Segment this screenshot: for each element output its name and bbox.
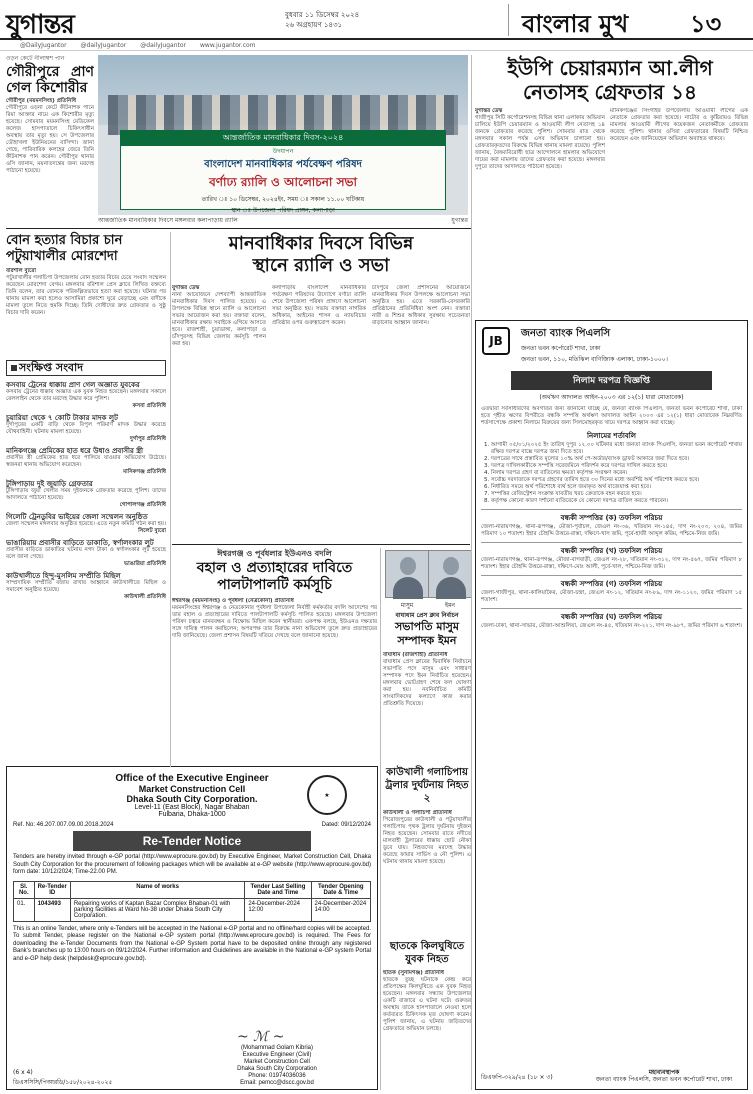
brief-item[interactable] [6, 413, 166, 443]
col-id: Re-Tender ID [34, 881, 70, 898]
social-handle-3[interactable]: @dailyJugantor [140, 41, 187, 49]
social-handle-1[interactable]: @DailyJugantor [20, 41, 67, 49]
brief-body: সাম্প্রদায়িক সম্প্রীতি বজায় রাখার আহ্বানে কাউখালীতে মিছিল ও সমাবেশ অনুষ্ঠিত হয়েছে। [6, 580, 166, 593]
story-chhatak [383, 970, 471, 1090]
bank-signatory [589, 1069, 739, 1083]
notice-subtitle: (অর্থঋণ আদালত আইন-২০০৩ এর ১২(১) ধারা মোতাবেক) [539, 394, 684, 401]
rally-headline[interactable] [172, 233, 470, 277]
bank-branch: জনতা ভবন কর্পোরেট শাখা, ঢাকা [521, 345, 601, 352]
schedule-b-title: বন্ধকী সম্পত্তির (খ) তফসিল পরিচয় [481, 542, 742, 557]
brief-source: কাউখালী প্রতিনিধি [124, 594, 166, 600]
bank-name: জনতা ব্যাংক পিএলসি [521, 328, 611, 339]
brief-body: প্রবাসীর বাড়িতে ডাকাতির ঘটনায় নগদ টাকা ও স্বর্ণালংকার লুট হয়েছে বলে জানা গেছে। [6, 547, 166, 560]
brief-bullet-icon [11, 365, 17, 371]
brief-news-title: সংক্ষিপ্ত সংবাদ [19, 361, 84, 374]
patuakhali-headline[interactable]: বোন হত্যার বিচার চান পটুয়াখালীর মোরশেদা [6, 233, 123, 264]
signatory-cell: Market Construction Cell [244, 1059, 310, 1065]
terms-title: নিলামের শর্তাবলি [587, 432, 636, 440]
social-bar [0, 40, 753, 51]
col-works: Name of works [70, 881, 244, 898]
brief-head: গিলেটি ট্রেনডুবির ভাইয়ের জেলা সম্মেলন অনুষ্ঠিত [6, 512, 148, 521]
janata-bank-logo-icon: JB [482, 327, 510, 355]
portrait-masum [385, 550, 429, 598]
story-byline: কাউখালী ও গলাচিপা প্রতিনিধি [383, 810, 452, 816]
headline-line-2: নেতাসহ গ্রেফতার ১৪ [523, 80, 697, 104]
banner-line-6: স্থান ঃ উপজেলা পরিষদ প্রাঙ্গন, কলাপাড়া [231, 207, 335, 214]
brief-body: প্রবাসীর স্ত্রী প্রেমিকের হাত ধরে পালিয়ে যাওয়ার অভিযোগ উঠেছে। স্বজনরা থানায় অভিযোগ করেছেন। [6, 455, 166, 468]
date-gregorian: বুধবার ১১ ডিসেম্বর ২০২৪ [285, 11, 360, 19]
headline-line-1: ইউপি চেয়ারম্যান আ.লীগ [507, 56, 713, 80]
story-byline: যুগান্তর ডেস্ক [475, 108, 503, 114]
brief-head: কসবায় ট্রেনের ধাক্কায় প্রাণ গেল অজ্ঞাত যুবকের [6, 380, 140, 389]
story-body: ছাতকে তুচ্ছ ঘটনাকে কেন্দ্র করে প্রতিপক্ষের কিলঘুষিতে এক যুবক নিহত হয়েছেন। মঙ্গলবার সন্ধ্যায় উপজেলার একটি বাজারে এ ঘটনা ঘটে। গুরুতর অবস্থায় তাকে হাসপাতালে নেওয়া হলে কর্তব্যরত চিকিৎসক মৃত ঘোষণা করেন। পুলিশ জানায়, এ ঘটনায় জড়িতদের গ্রেফতারে অভিযান চলছে। [383, 977, 471, 1032]
story-body: ময়মনসিংহের ঈশ্বরগঞ্জ ও নেত্রকোনার পূর্বধলা উপজেলা নির্বাহী কর্মকর্তার বদলি আদেশের পর তার বহাল ও প্রত্যাহারের দাবিতে পালটাপালটি কর্মসূচি পালিত হয়েছে। মঙ্গলবার উপজেলা পরিষদ চত্বরে মানববন্ধন ও বিক্ষোভ মিছিল করেন স্থানীয়রা। একপক্ষ বলছে, ইউএনও দক্ষতার সঙ্গে দায়িত্ব পালন করছিলেন; অপরপক্ষ তার বিরুদ্ধে নানা অভিযোগ তুলে দ্রুত প্রত্যাহারের দাবি জানিয়েছে। জেলা প্রশাসন বিষয়টি খতিয়ে দেখছে বলে জানানো হয়েছে। [172, 605, 377, 639]
brief-head: ভাঙারিয়ায় প্রবাসীর বাড়িতে ডাকাতি, স্বর্ণালংকার লুট [6, 538, 154, 547]
tender-signatory [197, 1045, 357, 1087]
term-item: 5. সর্বোচ্চ দরদাতাকে দরপত্র গ্রহণের তারিখ হতে ৩০ দিনের মধ্যে অবশিষ্ট অর্থ পরিশোধ করতে হবে। [491, 477, 742, 484]
story-headline[interactable]: গৌরীপুরে প্রাণ গেল কিশোরীর [6, 64, 94, 96]
signatory-phone: Phone: 01974036036 [248, 1073, 306, 1079]
bank-ad-code: ডিএফপি-৩২৯/২৪ (১৮ × ৩) [481, 1074, 553, 1081]
brief-item[interactable] [6, 479, 166, 509]
banner-line-1: আন্তর্জাতিক মানবাধিকার দিবস-২০২৪ [121, 131, 445, 146]
banner-line-3: বাংলাদেশ মানবাধিকার পর্যবেক্ষণ পরিষদ [204, 159, 362, 170]
tender-title: Re-Tender Notice [73, 831, 311, 851]
section-title: বাংলার মুখ [522, 9, 629, 38]
story-press-club [383, 652, 471, 762]
crowd-silhouette [108, 95, 458, 135]
website-link[interactable]: www.jugantor.com [200, 41, 256, 49]
ad-code: ডিএসসিসি/পিআরডি/১৫৮/২০২৪-২০২৫ [13, 1079, 113, 1086]
transfer-headline[interactable] [172, 560, 377, 594]
signatory-email[interactable]: Email: pemcc@dscc.gov.bd [240, 1080, 314, 1086]
cell-opening: 24-December-2024 14:00 [311, 898, 370, 921]
brief-head: চুয়ারিয়া থেকে ৭ কোটি টাকার মাদক লুট [6, 413, 118, 422]
signature-image: ~ ℳ ~ [237, 1029, 285, 1045]
up-chairman-headline[interactable] [472, 56, 748, 104]
brief-head: কাউখালীতে হিন্দু-মুসলিম সম্প্রীতি মিছিল [6, 571, 121, 580]
story-byline: বরিশাল ব্যুরো [6, 268, 37, 274]
signatory-name: (Mohammad Golam Kibria) [240, 1045, 314, 1051]
rally-body-col1 [172, 285, 266, 540]
banner-line-2: উদযাপন [272, 148, 294, 155]
divider [172, 544, 470, 545]
brief-source: সিলেট ব্যুরো [138, 528, 166, 534]
brief-news-list [6, 380, 166, 762]
brief-body: দুর্গাপুরের একটি বাড়ি থেকে বিপুল পরিমাণ মাদক উদ্ধার করেছে যৌথবাহিনী। ঘটনায় মামলা হয়েছে। [6, 422, 166, 435]
term-item: 8. কর্তৃপক্ষ কোনো কারণ দর্শানো ব্যতিরেকে যে কোনো দরপত্র বাতিল করতে পারবেন। [491, 498, 742, 505]
ad-size: (6 x 4) [13, 1069, 33, 1076]
schedule-c-title: বন্ধকী সম্পত্তির (গ) তফসিল পরিচয় [481, 575, 742, 590]
story-patuakhali [6, 268, 166, 358]
term-item: 4. নিলাম দরপত্র গ্রহণ বা বাতিলের ক্ষমতা কর্তৃপক্ষ সংরক্ষণ করেন। [491, 470, 742, 477]
tender-address-2: Fulbaria, Dhaka-1000 [158, 811, 226, 818]
schedule-a-title: বন্ধকী সম্পত্তির (ক) তফসিল পরিচয় [481, 509, 742, 524]
headline-line-2: স্থানে র‌্যালি ও সভা [252, 255, 390, 276]
story-body: পটুয়াখালীর গলাচিপা উপজেলায় বোন হত্যার বিচার চেয়ে সংবাদ সম্মেলন করেছেন মোরশেদা বেগম। মঙ্গলবার বরিশাল প্রেস ক্লাবে লিখিত বক্তব্যে তিনি বলেন, তার বোনকে পরিকল্পিতভাবে হত্যা করা হয়েছে। ঘটনার পর থানায় মামলা করা হলেও আসামিরা প্রকাশ্যে ঘুরে বেড়াচ্ছে এবং বাদীকে মামলা তুলে নিতে হুমকি দিচ্ছে। তিনি দোষীদের দ্রুত গ্রেফতার ও সুষ্ঠু বিচার দাবি করেন। [6, 275, 166, 316]
term-item: 6. নির্ধারিত সময়ে অর্থ পরিশোধে ব্যর্থ হলে জমাকৃত অর্থ বাজেয়াপ্ত করা হবে। [491, 484, 742, 491]
masthead-divider [508, 4, 509, 36]
headline-line-2: পালটাপালটি কর্মসূচি [217, 577, 332, 593]
brief-source: ভাঙারিয়া প্রতিনিধি [124, 561, 166, 567]
schedule-d-title: বন্ধকী সম্পত্তির (ঘ) তফসিল পরিচয় [481, 608, 742, 623]
portrait-imon [428, 550, 472, 598]
up-chairman-body-col2: মানিকগঞ্জের সিংগাইর উপজেলায় আওয়ামী লীগের এক নেতাকে গ্রেফতার করা হয়েছে। নাটোর ও কুষ্টিয়ায়ও বিভিন্ন মামলায় আওয়ামী লীগের কয়েকজন নেতাকর্মীকে গ্রেফতার করেছে পুলিশ। থানার ওসিরা গ্রেফতারের বিষয়টি নিশ্চিত করেছেন এবং জানিয়েছেন অভিযান অব্যাহত থাকবে। [610, 108, 748, 142]
column-divider [471, 55, 472, 1090]
brief-head: টুঙ্গিপাড়ায় দুই জুয়াড়ি গ্রেফতার [6, 479, 93, 488]
story-body: গাজীপুর সিটি কর্পোরেশনসহ বিভিন্ন থানা এলাকায় অভিযান চালিয়ে ইউপি চেয়ারম্যান ও আওয়ামী লীগ নেতাসহ ১৪ জনকে গ্রেফতার করেছে পুলিশ। সোমবার রাত থেকে মঙ্গলবার সকাল পর্যন্ত এসব অভিযান চালানো হয়। গ্রেফতারকৃতদের বিরুদ্ধে বিভিন্ন থানায় মামলা রয়েছে। পুলিশ জানায়, বৈষম্যবিরোধী ছাত্র আন্দোলনে হামলার অভিযোগে দায়ের করা মামলায় তাদের গ্রেফতার করা হয়েছে। মঙ্গলবার দুপুরে তাদের আদালতে পাঠানো হয়েছে। [475, 115, 605, 170]
tender-notice [6, 766, 378, 1090]
kaukhali-headline[interactable]: কাউখালী গলাচিপায় ট্রলার দুর্ঘটনায় নিহত ২ [385, 767, 469, 804]
schedule-b: জেলা-নারায়ণগঞ্জ, থানা-রূপগঞ্জ, মৌজা-বাগবাড়ী, জেএল নং-২৮, খতিয়ান নং-৩১২, দাগ নং-৫৬৭, জমির পরিমাণ ৮ শতাংশ। ইহার চৌহদ্দি উত্তরে-রাস্তা, দক্ষিণে-মোঃ আলী, পূর্বে-খাল, পশ্চিমে-নিজ জমি। [481, 557, 742, 570]
photo-caption: আন্তর্জাতিক মানবাধিকার দিবসে মঙ্গলবার কলাপাড়ায় র‌্যালি [98, 217, 238, 224]
table-row [14, 898, 371, 921]
notice-intro: এতদ্বারা সর্বসাধারণের অবগতির জন্য জানানো যাচ্ছে যে, জনতা ব্যাংক পিএলসি, জনতা ভবন কর্পোরেট শাখা, ঢাকা হতে গৃহীত ঋণের বিপরীতে বন্ধকি সম্পত্তি অর্থঋণ আদালত আইন ২০০৩ এর ১২(১) ধারা মোতাবেক নিম্নবর্ণিত শর্তসাপেক্ষে প্রকাশ্য নিলামে বিক্রয়ের জন্য সিলমোহরকৃত খামে দরপত্র আহ্বান করা যাচ্ছে। [481, 406, 742, 426]
photo-label-masum: মাসুম [400, 602, 414, 609]
brief-head: মানিকগঞ্জে প্রেমিকের হাত ধরে উধাও প্রবাসীর স্ত্রী [6, 446, 144, 455]
story-byline: বাঘাধাম (রাজশাহী) প্রতিনিধি [383, 652, 448, 658]
schedule-c: জেলা-গাজীপুর, থানা-কালিয়াকৈর, মৌজা-চন্দ্রা, জেএল নং-১২, খতিয়ান নং-৮৯, দাগ নং-১১২০, জমির পরিমাণ ১৫ শতাংশ। [481, 590, 742, 603]
rally-body-col2: কলাপাড়ায় বাংলাদেশ মানবাধিকার পর্যবেক্ষণ পরিষদের উদ্যোগে বর্ণাঢ্য র‌্যালি শেষে উপজেলা পরিষদ প্রাঙ্গণে আলোচনা সভা অনুষ্ঠিত হয়। সভায় বক্তারা নাগরিক অধিকার, আইনের শাসন ও ন্যায়বিচার প্রতিষ্ঠার ওপর গুরুত্বারোপ করেন। [272, 285, 366, 326]
column-divider [380, 548, 381, 1090]
cell-selling: 24-December-2024 12:00 [245, 898, 311, 921]
terms-list [481, 442, 742, 505]
tender-office: Office of the Executive Engineer [115, 773, 269, 784]
photo-credit: যুগান্তর [451, 217, 468, 224]
story-gouripur [6, 55, 94, 205]
tender-ref: Ref. No: 46.207.007.09.00.2018.2024 [13, 822, 114, 828]
issue-date [285, 10, 359, 30]
signatory-title: Executive Engineer (Civil) [242, 1052, 312, 1058]
photo-label-imon: ইমন [444, 602, 456, 609]
banner-line-5: তারিখ ঃ ১০ ডিসেম্বর, ২০২৪ইং, সময় ঃ সকাল ১১.০০ ঘটিকায় [201, 196, 365, 203]
chhatak-headline[interactable]: ছাতকে কিলঘুষিতে যুবক নিহত [389, 941, 465, 965]
tender-date: Dated: 09/12/2024 [321, 822, 371, 828]
story-kicker: ওড়ন কেটে নীলাম্বশ পান [6, 55, 65, 62]
col-sl: Sl. No. [14, 881, 35, 898]
brief-item[interactable] [6, 538, 166, 568]
signatory-org: Dhaka South City Corporation [237, 1066, 317, 1072]
story-transfer [172, 598, 377, 766]
story-body: বাঘাধাম প্রেস ক্লাবের দ্বিবার্ষিক নির্বাচনে সভাপতি পদে মাসুম এবং সাধারণ সম্পাদক পদে ইমন নির্বাচিত হয়েছেন। মঙ্গলবার ভোটগ্রহণ শেষে ফল ঘোষণা করা হয়। নবনির্বাচিত কমিটি সাংবাদিকদের কল্যাণে কাজ করার প্রতিশ্রুতি দিয়েছে। [383, 659, 471, 707]
tender-org: Dhaka South City Corporation. [126, 794, 258, 804]
divider [6, 228, 471, 229]
brief-body: টুঙ্গিপাড়ায় জুয়া খেলার সময় দুইজনকে গ্রেফতার করেছে পুলিশ। তাদের আদালতে পাঠানো হয়েছে। [6, 488, 166, 501]
rally-body-col3: চাঁদপুরে জেলা প্রশাসনের আয়োজনে মানবাধিকার দিবস উপলক্ষে আলোচনা সভা অনুষ্ঠিত হয়। এতে সরকারি-বেসরকারি প্রতিষ্ঠানের প্রতিনিধিরা অংশ নেন। বক্তারা নারী ও শিশুর অধিকার সুরক্ষায় সচেতনতা বাড়ানোর আহ্বান জানান। [372, 285, 470, 326]
bank-address: জনতা ভবন, ১১০, মতিঝিল বাণিজ্যিক এলাকা, ঢাকা-১০০০। [521, 356, 668, 363]
headline-line-1: বহাল ও প্রত্যাহারের দাবিতে [196, 560, 353, 576]
table-header-row [14, 881, 371, 898]
brief-body: কসবায় ট্রেনের ধাক্কায় অজ্ঞাত এক যুবক নিহত হয়েছেন। মঙ্গলবার সকালে রেললাইন থেকে তার মরদেহ উদ্ধার করে পুলিশ। [6, 389, 166, 402]
story-body: গৌরীপুরে ওড়না কেটে কীটনাশক পানে রিমা আক্তার নামে এক কিশোরীর মৃত্যু হয়েছে। সোমবার ময়মনসিংহ মেডিকেল কলেজ হাসপাতালে চিকিৎসাধীন অবস্থায় তার মৃত্যু হয়। সে উপজেলার ডৌহাখলা ইউনিয়নের বাসিন্দা। জানা গেছে, পারিবারিক কলহের জেরে তিনি কীটনাশক পান করেন। গৌরীপুর থানার ওসি জানান, ময়নাতদন্তের জন্য মরদেহ পাঠানো হয়েছে। [6, 105, 94, 174]
schedule-d: জেলা-ঢাকা, থানা-সাভার, মৌজা-আশুলিয়া, জেএল নং-৪৫, খতিয়ান নং-২২১, দাগ নং-৯৮৭, জমির পরিমাণ ৬ শতাংশ। [481, 623, 742, 629]
signatory-title: মহাব্যবস্থাপক [648, 1069, 680, 1076]
date-bangla: ২৬ অগ্রহায়ণ ১৪৩১ [285, 21, 343, 29]
human-rights-rally-photo [98, 55, 468, 215]
banner-line-4: বর্ণাঢ্য র‌্যালি ও আলোচনা সভা [209, 175, 357, 189]
col-opening: Tender Opening Date & Time [311, 881, 370, 898]
term-item: 2. দরপত্রের সাথে প্রস্তাবিত মূল্যের ১০% অর্থ পে-অর্ডার/ব্যাংক ড্রাফট আকারে জমা দিতে হবে। [491, 456, 742, 463]
brief-source: মানিকগঞ্জ প্রতিনিধি [123, 469, 166, 475]
cell-id: 1043493 [34, 898, 70, 921]
social-handle-2[interactable]: @dailyJugantor [80, 41, 127, 49]
rally-banner [120, 130, 446, 214]
tender-address-1: Level-11 (East Block), Nagar Bhaban [134, 804, 250, 811]
brief-news-header [6, 360, 166, 376]
term-item: 7. সম্পত্তির রেজিস্ট্রেশন সংক্রান্ত যাবতীয় খরচ ক্রেতাকে বহন করতে হবে। [491, 491, 742, 498]
press-club-headline[interactable]: সভাপতি মাসুম সম্পাদক ইমন [394, 620, 460, 647]
story-byline: ছাতক (সুনামগঞ্জ) প্রতিনিধি [383, 970, 444, 976]
brief-body: জেলা সম্মেলন মঙ্গলবার অনুষ্ঠিত হয়েছে। এতে নতুন কমিটি গঠন করা হয়। [6, 521, 166, 527]
transfer-kicker: ঈশ্বরগঞ্জ ও পূর্বধলার ইউএনও বদলি [217, 549, 332, 558]
column-divider [170, 232, 171, 767]
term-item: 1. আগামী ০৫/০১/২০২৫ ইং তারিখ দুপুর ১২.০০ ঘটিকার মধ্যে জনতা ব্যাংক পিএলসি, জনতা ভবন কর্পোরেট শাখায় রক্ষিত দরপত্র বাক্সে দরপত্র জমা দিতে হবে। [491, 442, 742, 456]
term-item: 3. দরপত্র দাখিলকারীকে সম্পত্তি সরেজমিনে পরিদর্শন করে দরপত্র দাখিল করতে হবে। [491, 463, 742, 470]
tender-division: Market Construction Cell [138, 784, 246, 794]
cell-sl: 01. [14, 898, 35, 921]
brief-item[interactable] [6, 446, 166, 476]
story-byline: ঈশ্বরগঞ্জ (ময়মনসিংহ) ও পূর্বধলা (নেত্রকোনা) প্রতিনিধি [172, 598, 294, 604]
newspaper-logo[interactable]: যুগান্তর [6, 10, 74, 40]
story-byline: যুগান্তর ডেস্ক [172, 285, 200, 291]
press-club-kicker: বাঘাধাম প্রেস ক্লাব নির্বাচন [395, 612, 459, 619]
story-byline: গৌরীপুর (ময়মনসিংহ) প্রতিনিধি [6, 98, 77, 104]
tender-intro: Tenders are hereby invited through e-GP portal (http://www.eprocure.gov.bd) by Executive Engineer, Market Construction Cell, Dhaka South City Corporation for the procurement of following packages which will be available at e-GP website (http://www.eprocure.gov.bd) form date: 10/12/2024; Time-22.00 PM. [13, 854, 371, 875]
notice-title: নিলাম দরপত্র বিজ্ঞপ্তি [511, 371, 712, 390]
story-body: পিরোজপুরের কাউখালী ও পটুয়াখালীর গলাচিপায় পৃথক ট্রলার দুর্ঘটনায় দুইজন নিহত হয়েছেন। সোমবার রাতে নদীতে মালবাহী ট্রলারের ধাক্কায় ছোট নৌকা ডুবে যায়। নিহতদের মরদেহ উদ্ধার করেছে ফায়ার সার্ভিস ও নৌ পুলিশ। এ ঘটনায় থানায় মামলা হয়েছে। [383, 817, 471, 865]
tender-note: This is an online Tender, where only e-Tenders will be accepted in the National e-GP portal and no offline/hard copies will be accepted. To submit Tender, please register on the National e-GP system portal (http://www.eprocure.gov.bd) is required. The Fees for downloading the e-Tender Documents from the National e-GP System portal have to be deposited online through any registered Bank's branches up to 13:00 hours on 09/12/2024. Further information and Guidelines are available in the National e-GP system Portal and e-GP help desk (helpdesk@eprocure.gov.bd). [13, 925, 371, 962]
masthead [0, 0, 753, 40]
up-chairman-body-col1 [475, 108, 605, 316]
cell-works: Repairing works of Kaptan Bazar Complex Bhaban-01 with parking facilities at Ward No-38 under Dhaka South City Corporation. [70, 898, 244, 921]
brief-source: কসবা প্রতিনিধি [132, 403, 166, 409]
brief-item[interactable] [6, 512, 166, 535]
tender-ref-row [13, 822, 371, 828]
dscc-emblem-icon: ★ [307, 775, 347, 815]
col-selling: Tender Last Selling Date and Time [245, 881, 311, 898]
page-number: ১৩ [690, 9, 722, 38]
brief-source: দুর্গাপুর প্রতিনিধি [129, 436, 166, 442]
brief-item[interactable] [6, 571, 166, 601]
janata-bank-notice [475, 320, 748, 1090]
story-kaukhali [383, 810, 471, 935]
brief-source: গোপালগঞ্জ প্রতিনিধি [119, 502, 166, 508]
headline-line-1: মানবাধিকার দিবসে বিভিন্ন [228, 233, 414, 254]
signatory-branch: জনতা ব্যাংক পিএলসি, জনতা ভবন কর্পোরেট শাখা, ঢাকা [595, 1076, 733, 1083]
brief-item[interactable] [6, 380, 166, 410]
tender-table [13, 881, 371, 922]
story-body: নানা আয়োজনে দেশব্যাপী আন্তর্জাতিক মানবাধিকার দিবস পালিত হয়েছে। এ উপলক্ষে বিভিন্ন স্থানে র‌্যালি ও আলোচনা সভার আয়োজন করা হয়। বক্তারা বলেন, মানবাধিকার রক্ষায় সবাইকে এগিয়ে আসতে হবে। রাজশাহী, চুয়াডাঙ্গা, কলাপাড়া ও চাঁদপুরসহ বিভিন্ন জেলায় কর্মসূচি পালন করা হয়। [172, 292, 266, 347]
schedule-a: জেলা-নারায়ণগঞ্জ, থানা-রূপগঞ্জ, মৌজা-পূর্বাচল, জেএল নং-৩৬, খতিয়ান নং-১৪৫, দাগ নং-২০৩, ২০৪, জমির পরিমাণ ১০ শতাংশ। ইহার চৌহদ্দি উত্তরে-রাস্তা, দক্ষিণে-খাস জমি, পূর্বে-হাজী আব্দুল করিম, পশ্চিমে-নিজ জমি। [481, 524, 742, 537]
